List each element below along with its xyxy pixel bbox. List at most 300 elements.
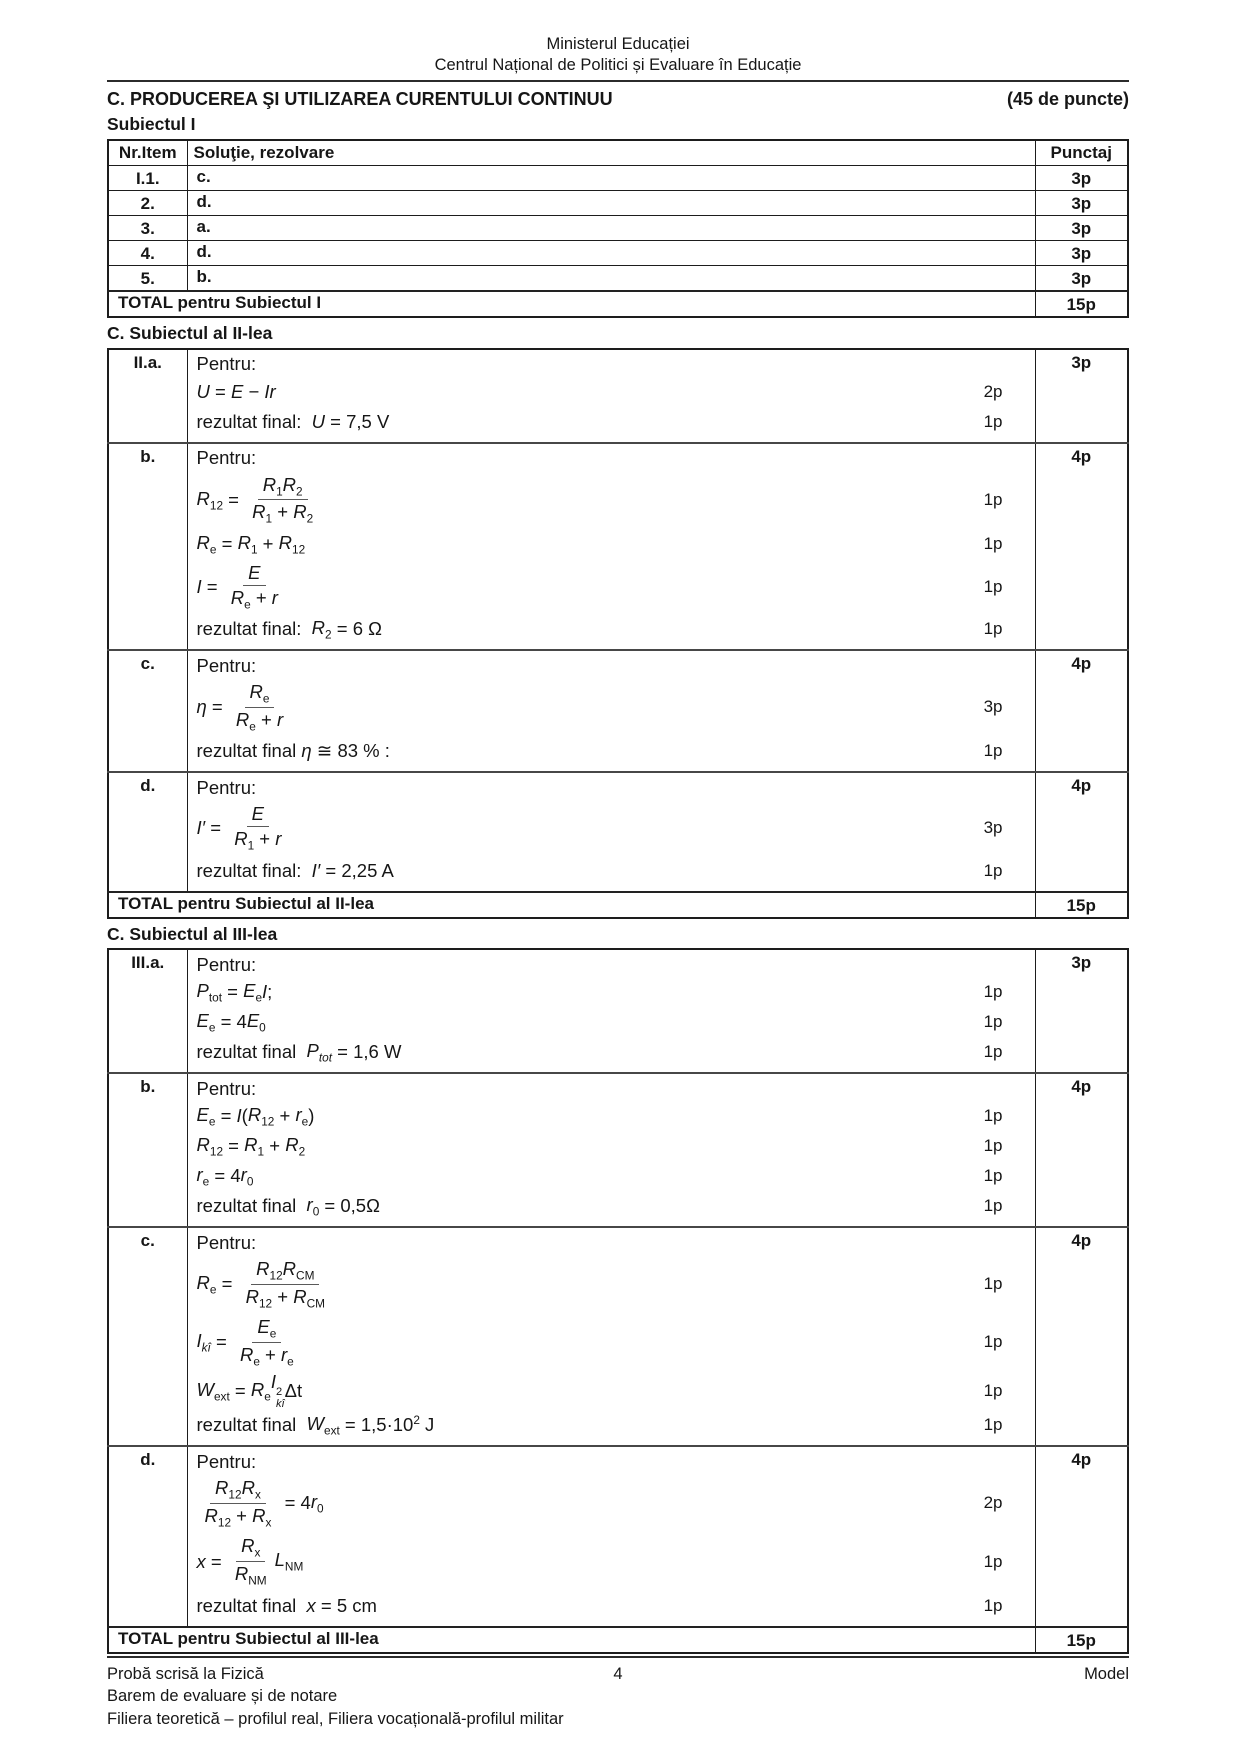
solution-line [197,952,1035,977]
formula [197,1413,435,1438]
subscript: x [254,1546,261,1561]
math-text: ) [308,1105,315,1127]
footer-model-label: Model [1084,1664,1130,1683]
math-text: = 6 Ω [331,618,382,640]
math-text: + [231,1504,253,1526]
math-variable: $R_e$ [239,1343,260,1369]
math-variable: $P_{tot}$ [196,980,222,1005]
subscript: NM [284,1559,304,1574]
subscript: ext [324,1423,340,1438]
math-variable: $R_2$ [311,616,332,642]
math-variable: $R_1$ [252,501,273,526]
footer-page-number: 4 [613,1664,623,1683]
math-variable: $R_2$ [282,473,303,499]
math-variable: I 2 kî [270,1371,285,1410]
solution-line [197,1007,1035,1037]
subject3-heading: C. Subiectul al III-lea [107,923,278,944]
math-text: + [255,708,277,730]
fraction-numerator [247,803,269,827]
formula [197,1255,333,1313]
total-row [108,291,1128,317]
math-text: rezultat final: [196,859,312,881]
formula [197,1313,302,1371]
formula [197,954,257,976]
line-points: 1p [983,619,1003,639]
formula [197,1595,377,1617]
math-text: Pentru: [196,776,257,798]
math-variable: $R_{CM}$ [282,1258,315,1284]
math-text: Pentru: [196,447,257,469]
solution-line [197,775,1035,800]
item-number: b. [108,443,187,650]
fraction-numerator [236,1535,265,1562]
section-row [108,349,1128,443]
line-points: 1p [983,1136,1003,1156]
math-text: = [205,816,227,838]
section-points: 4p [1035,1073,1128,1227]
subscript: x [254,1488,261,1503]
math-text: = [201,575,223,597]
formula [197,777,257,799]
subject2-heading: C. Subiectul al II-lea [107,323,273,344]
total-points: 15p [1035,1627,1128,1653]
subscript: 2 [306,511,314,526]
subscript: e [208,1020,216,1035]
subscript: 0 [259,1020,266,1035]
math-variable: $E_e$ [243,980,263,1005]
math-variable: $R_2$ [293,501,314,526]
math-text: Pentru: [196,953,257,975]
subscript: CM [296,1269,315,1284]
subscript: 12 [228,1488,242,1503]
fraction-denominator [226,587,283,612]
math-variable: $r_e$ [295,1104,309,1129]
solution-line [197,1101,1035,1131]
math-variable: $L_{NM}$ [274,1549,304,1574]
line-points: 1p [983,741,1003,761]
fraction-numerator [245,681,275,708]
math-text: rezultat final: [196,618,312,640]
line-points: 1p [983,533,1003,553]
section-points: 4p [1035,1227,1128,1446]
fraction [229,803,286,852]
subscript: 12 [269,1269,283,1284]
center-name: Centrul Național de Politici și Evaluare în Educație [434,56,802,75]
subscript: 12 [209,1144,224,1159]
math-variable: $R_x$ [241,1477,261,1503]
subscript: x [265,1515,272,1530]
subscript: CM [306,1296,325,1311]
subscript: 12 [217,1515,232,1530]
subject1-heading: Subiectul I [107,114,196,135]
subscript: 1 [257,1144,265,1159]
subscript: e [202,1174,210,1189]
section-points: 4p [1035,1446,1128,1626]
math-variable: $E_e$ [196,1010,216,1035]
formula [197,471,322,529]
math-variable: $E_e$ [196,1104,216,1129]
formula [197,447,257,469]
section-row [108,443,1128,650]
col-header-points: Punctaj [1035,140,1128,166]
solution-line [197,1371,1035,1410]
math-variable: $R_{CM}$ [293,1285,325,1311]
math-text: Pentru: [196,1450,257,1472]
subscript: e [262,691,270,706]
superscript-subscript [276,1386,285,1411]
formula [197,1451,257,1473]
fraction-denominator [235,1344,299,1369]
section-row [108,949,1128,1073]
math-text: = [206,696,228,718]
math-text: = [223,1135,245,1157]
line-points: 1p [983,576,1003,596]
subscript: 1 [247,838,255,853]
solution-line [197,377,1035,407]
item-number: 2. [108,191,187,216]
math-variable: $R_{12}$ [215,1477,242,1503]
total-points: 15p [1035,892,1128,918]
solution-line [197,614,1035,644]
math-variable: $W_{ext}$ [196,1378,230,1404]
math-text: = 2,25 A [320,859,394,881]
line-points: 1p [983,1380,1003,1400]
fraction [231,681,288,733]
solution-cell [187,772,1035,891]
math-text: = 4 [209,1165,241,1187]
table-row [108,216,1128,241]
subscript: kî [201,1340,211,1355]
fraction-denominator [241,1286,330,1311]
math-variable: $R_x$ [241,1535,261,1561]
formula [197,1232,257,1254]
fraction-numerator [251,1258,319,1285]
solution-line [197,529,1035,559]
math-text: + [272,501,294,523]
solution-line [197,471,1035,529]
math-variable: $R_1$ [244,1134,265,1159]
math-text: + [264,1135,286,1157]
math-text: Δt [284,1379,303,1401]
formula [197,559,286,614]
solution-cell [187,1446,1035,1626]
math-text: = 4 [215,1011,247,1033]
total-label: TOTAL pentru Subiectul al II-lea [108,892,1035,918]
math-text: Pentru: [196,1077,257,1099]
row-points: 3p [1035,241,1128,266]
math-variable: I′ [196,816,206,838]
fraction-denominator [200,1505,277,1530]
math-variable: $R_{12}$ [278,531,306,557]
formula [197,411,390,433]
formula [197,1532,304,1590]
section-row [108,1227,1128,1446]
total-row [108,892,1128,918]
solution-line [197,1591,1035,1621]
subscript: e [244,597,251,612]
formula [197,1040,402,1065]
math-text: = 7,5 V [325,410,390,432]
math-variable: E [230,380,244,402]
math-variable: $R_2$ [285,1134,306,1159]
col-header-solution: Soluţie, rezolvare [187,140,1035,166]
footer-divider [107,1656,1129,1658]
line-points: 1p [983,1551,1003,1571]
math-text: = 1,6 W [332,1041,402,1063]
chapter-title: C. PRODUCEREA ŞI UTILIZAREA CURENTULUI CONTINUU [107,88,613,109]
subscript: 1 [265,511,273,526]
math-variable: $R_{12}$ [245,1285,273,1311]
math-text: ( [241,1105,248,1127]
solution-line [197,736,1035,766]
item-number: c. [108,1227,187,1446]
math-text: = 4 [279,1492,311,1514]
item-number: b. [108,1073,187,1227]
math-text: − [243,380,265,402]
line-points: 1p [983,1274,1003,1294]
math-variable: $R_{12}$ [196,1134,224,1159]
page-footer [107,1656,1129,1731]
math-text: rezultat final [196,1195,307,1217]
formula [197,860,394,882]
solution-line [197,977,1035,1007]
section-row [108,1446,1128,1626]
section-row [108,650,1128,772]
math-variable: r [269,380,276,402]
formula [197,353,257,375]
section-points: 4p [1035,772,1128,891]
math-text: = [205,1550,227,1572]
solution-line [197,1532,1035,1590]
solution-cell [187,650,1035,772]
item-number: 4. [108,241,187,266]
item-number: d. [108,772,187,891]
row-points: 3p [1035,216,1128,241]
subscript: 1 [276,484,283,499]
formula [197,1164,254,1189]
solution-line [197,446,1035,471]
subscript: e [253,1354,260,1369]
answer-letter: d. [187,241,1035,266]
math-text: = 0,5Ω [319,1195,380,1217]
line-points: 1p [983,411,1003,431]
subscript: e [255,990,263,1005]
line-points: 2p [983,1493,1003,1513]
fraction-denominator [229,828,286,853]
line-points: 1p [983,1595,1003,1615]
math-text: = [216,532,238,554]
math-variable: $r_e$ [281,1343,294,1369]
math-text: Pentru: [196,1231,257,1253]
math-text: rezultat final [196,1414,307,1436]
footer-filiera-line: Filiera teoretică – profilul real, Filiera vocațională-profilul militar [107,1710,564,1729]
subscript: e [209,1282,217,1297]
fraction-denominator [231,709,288,734]
fraction-numerator [243,562,265,586]
math-variable: $P_{tot}$ [306,1040,333,1065]
math-text: = [222,981,244,1003]
math-variable: I [236,1105,242,1127]
item-number: c. [108,650,187,772]
math-variable: $W_{ext}$ [306,1413,340,1438]
subscript: 2 [325,627,332,642]
solution-line [197,800,1035,855]
solution-line [197,1191,1035,1221]
math-variable: $r_e$ [196,1164,210,1189]
superscript: 2 [413,1413,420,1428]
math-text: = [210,1331,232,1353]
math-variable: $R_{12}$ [256,1258,283,1284]
subscript: 1 [250,542,258,557]
subscript: e [269,1327,277,1342]
subscript: e [209,542,217,557]
section-points: 4p [1035,650,1128,772]
math-text: = [216,1273,238,1295]
total-row [108,1627,1128,1653]
line-points: 1p [983,1012,1003,1032]
table-row [108,241,1128,266]
subscript: 2 [296,484,303,499]
formula [197,617,382,642]
formula [197,980,273,1005]
subscript: NM [248,1573,267,1588]
math-variable: $R_1$ [262,473,283,499]
math-text: = [223,488,245,510]
math-variable: $R_e$ [196,1272,217,1297]
math-variable: E [248,561,261,583]
subscript: e [287,1354,294,1369]
formula [197,678,292,736]
solution-line [197,1474,1035,1532]
table-header-row [108,140,1128,166]
subscript: ext [213,1389,230,1404]
solution-line [197,1076,1035,1101]
formula [197,1010,266,1035]
formula [197,655,257,677]
section-row [108,772,1128,891]
fraction-numerator [210,1477,266,1504]
formula [197,1371,303,1410]
solution-line [197,1410,1035,1440]
fraction [226,562,283,611]
math-variable: $r_0$ [310,1491,324,1516]
math-variable: I [196,575,202,597]
subscript: 0 [316,1501,324,1516]
header-divider [107,80,1129,82]
solution-line [197,1313,1035,1371]
line-points: 1p [983,982,1003,1002]
subject1-table [107,139,1129,318]
solution-cell [187,349,1035,443]
subscript: e [249,719,256,734]
math-variable: I [264,380,270,402]
answer-letter: d. [187,191,1035,216]
formula [197,1104,315,1129]
table-row [108,166,1128,191]
subscript: e [208,1114,216,1129]
math-variable: $R_e$ [230,586,251,612]
math-text: = [215,1105,237,1127]
subscript: e [301,1114,309,1129]
fraction [230,1535,272,1587]
math-text: = [229,1379,251,1401]
math-variable: $r_0$ [240,1164,254,1189]
line-points: 1p [983,1166,1003,1186]
math-variable: $E_0$ [246,1010,266,1035]
solution-cell [187,949,1035,1073]
fraction-numerator [258,474,308,501]
math-variable: $R_e$ [250,1378,271,1404]
formula [197,1474,324,1532]
solution-line [197,1161,1035,1191]
section-points: 4p [1035,443,1128,650]
fraction-denominator [230,1563,272,1588]
math-variable: $E_e$ [257,1316,277,1342]
math-text: rezultat final [196,1594,307,1616]
math-text: = [209,380,231,402]
item-number: II.a. [108,349,187,443]
math-variable: $I_{kî}$ [196,1330,211,1355]
math-variable: $R_e$ [249,681,270,706]
subscript: 2 [298,1144,306,1159]
ministry-name: Ministerul Educației [546,35,690,53]
math-variable: $R_{NM}$ [234,1563,267,1588]
math-variable: $R_e$ [196,531,217,557]
subscript: e [264,1389,271,1404]
section-row [108,1073,1128,1227]
row-points: 3p [1035,166,1128,191]
math-variable: r [271,586,278,608]
math-text: ; [267,981,273,1003]
math-text: rezultat final [196,1041,307,1063]
line-points: 3p [983,817,1003,837]
formula [197,1134,306,1159]
math-variable: E [251,803,264,825]
superscript: 2 [275,1385,283,1398]
formula [197,532,306,557]
math-text: rezultat final: [196,410,312,432]
row-points: 3p [1035,191,1128,216]
fraction-denominator [247,501,318,526]
math-variable: $r_0$ [306,1194,320,1219]
math-text: + [259,1343,281,1365]
math-variable: $R_{12}$ [196,487,224,513]
math-text: Pentru: [196,654,257,676]
subscript: 0 [312,1204,320,1219]
fraction-numerator [252,1316,281,1343]
item-number: III.a. [108,949,187,1073]
math-variable: $R_1$ [237,531,258,557]
item-number: 3. [108,216,187,241]
table-row [108,191,1128,216]
math-text: = 5 cm [315,1594,377,1616]
solution-line [197,678,1035,736]
solution-line [197,653,1035,678]
math-variable: r [276,708,284,730]
document-header [107,34,1129,77]
solution-line [197,1449,1035,1474]
subscript: kî [275,1398,285,1410]
row-points: 3p [1035,266,1128,292]
math-text: + [250,586,272,608]
math-variable: I [262,981,268,1003]
item-number: d. [108,1446,187,1626]
fraction [200,1477,277,1529]
math-variable: $R_e$ [235,708,256,734]
math-text: rezultat final [196,740,302,762]
solution-cell [187,443,1035,650]
subject2-table [107,348,1129,919]
